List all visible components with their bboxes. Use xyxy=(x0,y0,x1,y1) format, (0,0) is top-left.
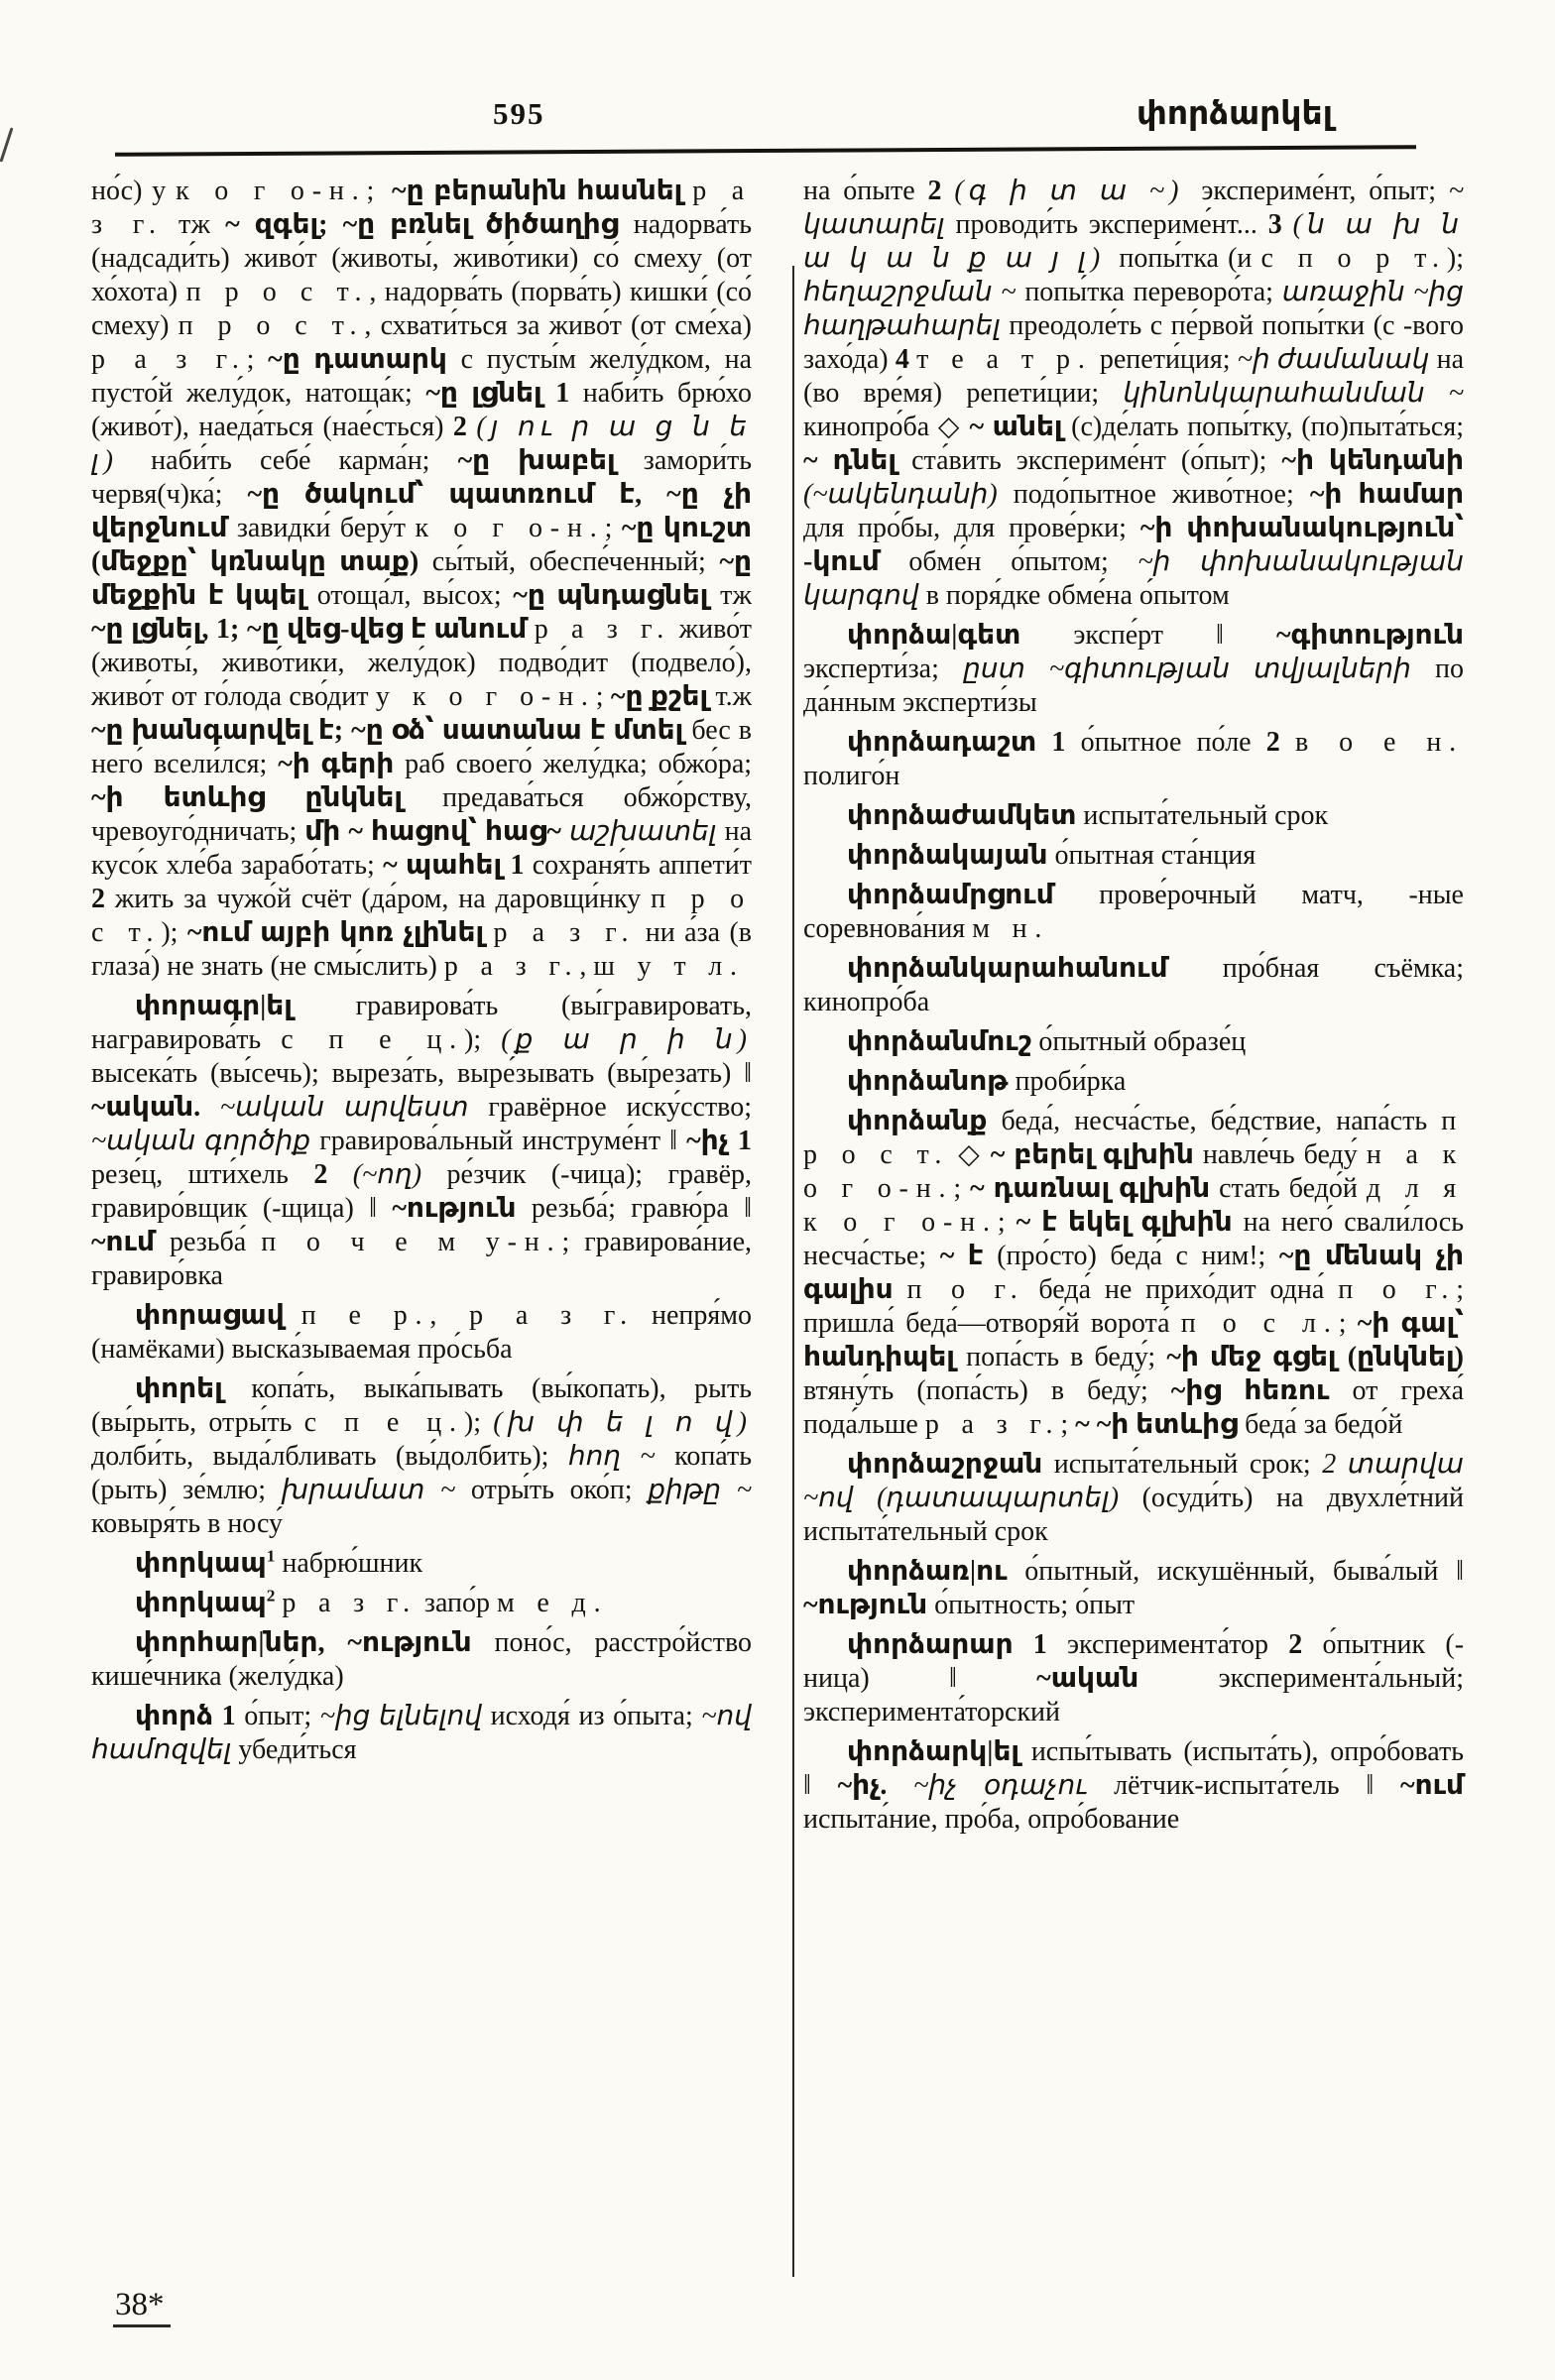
text-segment: п р о с т. xyxy=(178,310,365,341)
text-segment: հեղաշրջման ~ xyxy=(803,277,1025,307)
text-segment: с п о р т. xyxy=(1260,243,1447,274)
text-segment: (~ող) xyxy=(352,1159,447,1190)
text-segment: ~ը ծակում՝ պատռում է, ~ը չի վերջնում xyxy=(91,479,753,543)
text-segment: (գ ի տ ա ~) xyxy=(954,176,1202,206)
text-segment: ста́вить экспериме́нт (о́пыт); xyxy=(911,445,1282,476)
text-segment: ~ը լցնել 1 xyxy=(425,378,583,409)
text-segment: резьба́; гравю́ра ‖ xyxy=(531,1193,752,1224)
text-segment: ~ը խանգարվել է; ~ը օձ՝ սատանա է մտել xyxy=(91,715,692,746)
dictionary-entry xyxy=(803,726,1464,793)
text-segment: փորձակայան xyxy=(847,840,1055,871)
text-segment: но́с) у xyxy=(91,176,177,206)
text-segment: навле́чь беду́ xyxy=(1202,1139,1367,1170)
dictionary-entry xyxy=(91,1700,752,1767)
text-segment: испыта́тельный срок xyxy=(1083,800,1329,831)
text-segment: п р о с т. xyxy=(803,1106,1465,1170)
text-segment: ~ից հեռու xyxy=(1170,1375,1353,1406)
dictionary-entry xyxy=(803,1555,1464,1622)
text-segment: փորձանկարահանում xyxy=(847,953,1223,984)
text-segment: (про́сто) беда́ с ним!; xyxy=(997,1241,1279,1271)
text-segment: ; xyxy=(246,344,269,375)
text-segment: ковыря́ть в носу́ xyxy=(91,1508,284,1539)
text-segment: экспе́рт ‖ xyxy=(1073,620,1276,651)
text-segment: о́пытное по́ле xyxy=(1080,727,1266,758)
text-segment: ~ական գործիք xyxy=(91,1126,320,1156)
text-segment: ~իչ 1 xyxy=(686,1126,752,1156)
text-segment: փորկապ xyxy=(135,1548,267,1579)
text-segment: ; xyxy=(604,513,622,543)
text-segment: 1 xyxy=(266,1546,276,1566)
text-segment: на кусо́к хле́ба зарабо́тать; xyxy=(91,816,752,881)
dictionary-entry xyxy=(803,619,1464,720)
text-segment: (осуди́ть) на двухле́тний испыта́тельный срок xyxy=(803,1483,1464,1547)
text-segment: беда́ за бедо́й xyxy=(1245,1409,1403,1440)
text-segment: замори́ть червя(ч)ка́; xyxy=(91,445,752,510)
text-segment: փորձանոթ xyxy=(847,1066,1016,1097)
text-segment: отры́ть око́п; xyxy=(470,1475,649,1505)
dictionary-entry xyxy=(91,1372,752,1541)
text-segment: ; xyxy=(953,1173,971,1204)
text-segment: убеди́ться xyxy=(238,1734,357,1765)
text-segment: 2 xyxy=(1265,727,1296,758)
text-segment: высека́ть (вы́сечь); выреза́ть, выре́зывать (вы́резать) ‖ xyxy=(91,1058,752,1089)
text-segment: на него́ свали́лось несча́стье; xyxy=(803,1207,1465,1271)
text-segment: о́пытность; о́пыт xyxy=(934,1590,1136,1620)
text-segment: փորհար|ներ, ~ություն xyxy=(135,1627,495,1658)
text-segment: р а з г. xyxy=(91,344,247,375)
text-segment: предава́ться обжо́рству, чревоуго́дничать; xyxy=(91,782,752,847)
right-column xyxy=(803,175,1464,1843)
text-segment: резьба́ xyxy=(169,1227,262,1257)
dictionary-entry xyxy=(91,175,752,984)
text-segment: преодоле́ть с пе́рвой попы́тки (с -вого захо́да) xyxy=(803,310,1464,375)
text-segment: попы́тка (и xyxy=(1119,243,1261,274)
dictionary-entry xyxy=(803,1448,1464,1549)
text-segment: փորձանք xyxy=(847,1106,1002,1136)
text-segment: ; xyxy=(1060,1409,1076,1440)
text-segment: ~ը դատարկ xyxy=(268,344,461,375)
text-segment: 2 xyxy=(927,176,955,206)
text-segment: н а к о г о-н. xyxy=(803,1139,1465,1204)
text-segment: п о с л. xyxy=(1180,1308,1339,1339)
text-segment xyxy=(382,176,392,206)
text-segment: 2 xyxy=(1288,1629,1323,1660)
text-segment: 2 xyxy=(313,1159,353,1190)
text-segment: ~ում xyxy=(91,1227,170,1257)
running-head-word: փորձարկել xyxy=(1136,93,1333,132)
text-segment: (~ակենդանի) xyxy=(803,479,1014,510)
text-segment: проби́рка xyxy=(1015,1066,1127,1097)
text-segment: փորել xyxy=(135,1373,252,1404)
text-segment: о́пытный, искушённый, быва́лый ‖ xyxy=(1024,1556,1464,1587)
text-segment: с п е ц. xyxy=(281,1024,465,1055)
text-segment: экспериме́нт, о́пыт; xyxy=(1201,176,1449,206)
text-segment: ~ում այբի կոռ չլինել xyxy=(186,917,494,948)
text-segment: ~ը մենակ չի գալիս xyxy=(803,1241,1464,1305)
text-segment: ~ի մեջ գցել (ընկնել) xyxy=(1166,1342,1464,1372)
text-segment: ~ի գալ՝ հանդիպել xyxy=(803,1308,1465,1372)
dictionary-entry xyxy=(803,879,1464,946)
text-segment: по да́нным эксперти́зы xyxy=(803,654,1464,718)
text-segment: փորացավ xyxy=(135,1300,301,1331)
text-segment: попы́тка переворо́та; xyxy=(1024,277,1282,307)
text-segment: ~ի ժամանակ xyxy=(1237,344,1437,375)
text-segment: надорва́ть (надсади́ть) живо́т (животы́, живо́тики) со́ смеху (от хо́хота) xyxy=(91,209,752,307)
text-segment: живо́т (животы́, живо́тики, желу́док) подво́дит (подвело́), живо́т от го́лода сво́дит xyxy=(91,614,752,712)
dictionary-entry xyxy=(803,1105,1464,1442)
text-segment: 2 xyxy=(91,884,115,914)
text-segment: беда́ не прихо́дит одна́ xyxy=(1024,1274,1339,1305)
text-segment: ); xyxy=(463,1407,494,1438)
text-segment: гравирова́ть (вы́гравировать, награвирова́ть xyxy=(91,991,753,1055)
text-segment: о́пытник (-ница) ‖ xyxy=(803,1629,1465,1694)
text-segment: на о́пыте xyxy=(803,176,928,206)
text-segment: խրամատ ~ xyxy=(281,1475,471,1505)
text-segment: завидки́ беру́т xyxy=(236,513,416,543)
text-segment: ); xyxy=(161,917,187,948)
text-segment: ~ զգել; ~ը բռնել ծիծաղից xyxy=(225,209,634,240)
text-segment: п р о с т. xyxy=(91,884,753,948)
text-segment: ~ի փոխանակության կարգով xyxy=(803,546,1464,611)
text-segment: лётчик-испыта́тель ‖ xyxy=(1114,1770,1401,1801)
text-segment: ~ը քշել xyxy=(610,681,716,712)
text-segment: запо́р xyxy=(417,1588,498,1618)
text-segment: испы́тывать (испыта́ть), опро́бовать ‖ xyxy=(803,1736,1464,1801)
text-segment: жить за чужо́й счёт (да́ром, на даровщи́нку xyxy=(114,884,652,914)
text-segment: испыта́ние, про́ба, опро́бование xyxy=(803,1804,1180,1835)
dictionary-entry xyxy=(91,1626,752,1694)
text-segment: с п е ц. xyxy=(303,1407,464,1438)
text-segment: փորձադաշտ 1 xyxy=(847,727,1081,758)
dictionary-entry xyxy=(803,1735,1464,1837)
dictionary-entry xyxy=(803,1628,1464,1729)
text-segment: , xyxy=(579,951,594,982)
text-segment: полиго́н xyxy=(803,761,900,791)
text-segment: ; xyxy=(595,681,611,712)
dictionary-entry xyxy=(803,1065,1464,1099)
text-segment: ~իչ օդաչու xyxy=(913,1770,1115,1801)
text-segment: к о г о-н.; xyxy=(176,176,383,206)
text-segment: п о ч е м у-н. xyxy=(261,1227,562,1257)
text-segment: 3 xyxy=(1267,209,1293,240)
text-segment: о́пытная ста́нция xyxy=(1054,840,1256,871)
text-segment: п о г. xyxy=(906,1274,1025,1305)
dictionary-entry xyxy=(803,952,1464,1019)
text-segment: ~ը պնդացնել xyxy=(513,580,721,611)
text-segment: ~ի ետևից ընկնել xyxy=(91,782,443,813)
text-segment: փորձամրցում xyxy=(847,880,1100,910)
text-segment: на (во вре́мя) репети́ции; xyxy=(803,344,1465,409)
text-segment: т.ж xyxy=(715,681,753,712)
text-segment: ~ը լցնել, 1; ~ը վեց-վեց է անում xyxy=(91,614,535,645)
text-segment: ~ է xyxy=(939,1241,998,1271)
text-segment: о́пытный образе́ц xyxy=(1038,1026,1247,1057)
text-segment: փորձաշրջան xyxy=(847,1449,1054,1480)
text-segment: к о г о-н. xyxy=(415,513,605,543)
text-segment: стать бедо́й xyxy=(1219,1173,1367,1204)
dictionary-entry xyxy=(803,799,1464,833)
text-segment: ни а́за (в глаза́) не знать (не смы́слить) xyxy=(91,917,752,982)
text-segment: ); xyxy=(464,1024,502,1055)
text-segment: исходя́ из о́пыта; xyxy=(490,1701,702,1731)
text-segment: ~ պահել 1 xyxy=(383,850,533,881)
text-segment: кинопро́ба ◇ xyxy=(803,412,970,442)
text-segment: р а з г. xyxy=(443,951,580,982)
text-segment: փորձարկ|ել xyxy=(847,1736,1031,1767)
text-segment: м е д. xyxy=(497,1588,609,1618)
text-segment: д л я к о г о-н. xyxy=(803,1173,1464,1238)
text-segment: т е а т р. xyxy=(916,344,1093,375)
text-segment: испыта́тельный срок; xyxy=(1053,1449,1323,1480)
text-segment: 4 xyxy=(895,344,917,375)
text-segment: ~գիտություն xyxy=(1275,620,1464,651)
text-segment: втяну́ть (попа́сть) в беду́; xyxy=(803,1375,1171,1406)
text-block xyxy=(91,175,1464,1843)
text-segment: ~ով համոզվել xyxy=(91,1701,753,1765)
text-segment: ~ դառնալ գլխին xyxy=(970,1173,1220,1204)
text-segment: 2 տարվա ~ով (դատապարտել) xyxy=(803,1449,1464,1513)
text-segment: ~ դնել xyxy=(803,445,912,476)
text-segment: փորձ 1 xyxy=(135,1701,245,1731)
text-segment: эксперимента́льный; эксперимента́торский xyxy=(803,1663,1464,1727)
header-rule xyxy=(115,145,1416,157)
text-segment: с пусты́м желу́дком, на пусто́й желу́док, натоща́к; xyxy=(91,344,753,409)
text-segment: бес в него́ всели́лся; xyxy=(91,715,752,779)
text-segment: копа́ть (рыть) зе́млю; xyxy=(91,1441,753,1505)
text-segment: փորձանմուշ xyxy=(847,1026,1039,1057)
text-segment: тж xyxy=(163,209,226,240)
text-segment: гравёрное иску́сство; xyxy=(488,1092,752,1123)
dictionary-entry xyxy=(803,839,1464,873)
text-segment: հող ~ xyxy=(567,1441,675,1472)
text-segment: р а з г. xyxy=(534,614,672,645)
dictionary-entry xyxy=(803,175,1464,613)
text-segment: ~ը մեջքին է կպել xyxy=(91,546,752,611)
text-segment: ~ի փոխանակություն՝ -կում xyxy=(803,513,1465,577)
signature-mark: 38* xyxy=(113,2287,171,2327)
text-segment: ~ություն xyxy=(803,1590,935,1620)
text-segment: попа́сть в беду́; xyxy=(966,1342,1167,1372)
text-segment: копа́ть, выка́пывать (вы́копать), рыть (вы́рыть, отры́ть xyxy=(91,1373,752,1438)
text-segment: эксперти́за; xyxy=(803,654,964,684)
text-segment: наби́ть брю́хо (живо́т), наеда́ться (нае́сться) xyxy=(91,378,753,442)
text-segment: п е р., р а з г. xyxy=(300,1300,635,1331)
text-segment: 2 xyxy=(452,412,477,442)
text-segment: долби́ть, выда́лбливать (вы́долбить); xyxy=(91,1441,568,1472)
text-segment: эксперимента́тор xyxy=(1067,1629,1289,1660)
text-segment: ; гравирова́ние, гравиро́вка xyxy=(91,1227,752,1291)
text-segment: ◇ xyxy=(949,1139,991,1170)
dictionary-entry xyxy=(91,990,752,1293)
dictionary-entry xyxy=(91,1299,752,1367)
page-number: 595 xyxy=(493,96,545,131)
text-segment: փորձա|գետ xyxy=(847,620,1074,651)
text-segment: ~ում xyxy=(1400,1770,1464,1801)
text-segment: (յ ու ր ա ց ն ե լ) xyxy=(91,412,753,476)
text-segment: ~ը բերանին հասնել xyxy=(392,176,693,206)
text-segment: ); xyxy=(1446,243,1464,274)
text-segment: в поря́дке обме́на о́пытом xyxy=(925,580,1230,611)
text-segment: (ք ա ր ի ն) xyxy=(501,1024,753,1055)
text-segment: сы́тый, обеспе́ченный; xyxy=(431,546,720,577)
text-segment: репети́ция; xyxy=(1092,344,1238,375)
text-segment: ~ական. xyxy=(91,1092,220,1123)
text-segment: поно́с, расстро́йство кише́чника (желу́дка) xyxy=(91,1627,752,1692)
text-segment: от греха́ пода́льше xyxy=(803,1375,1464,1440)
text-segment: ~ անել xyxy=(969,412,1072,442)
text-segment: ; пришла́ беда́—отворя́й ворота́ xyxy=(803,1274,1465,1339)
text-segment: կինոնկարահանման ~ xyxy=(1123,378,1464,409)
text-segment: м н. xyxy=(972,913,1050,944)
text-segment: ~ի կենդանի xyxy=(1281,445,1464,476)
text-segment: փորձաժամկետ xyxy=(847,800,1084,831)
text-segment: набрю́шник xyxy=(275,1548,423,1579)
text-segment: ~ի համար xyxy=(1309,479,1464,510)
text-segment: աշխատել xyxy=(568,816,725,847)
text-segment: подо́пытное живо́тное; xyxy=(1013,479,1310,510)
text-segment: ~ է եկել գլխին xyxy=(1016,1207,1244,1238)
text-segment: беда́, несча́стье, бе́дствие, напа́сть xyxy=(1001,1106,1442,1136)
text-segment: р а з г. xyxy=(493,917,637,948)
text-segment: р а з г. xyxy=(91,176,752,240)
text-segment: փորձարար 1 xyxy=(847,1629,1068,1660)
text-segment: ; xyxy=(997,1207,1017,1238)
text-segment: ~ը խաբել xyxy=(457,445,644,476)
text-segment: (ն ա խ ն ա կ ա ն ք ա յ լ) xyxy=(803,209,1465,274)
dictionary-entry xyxy=(91,1547,752,1581)
text-segment: проводи́ть экспериме́нт... xyxy=(955,209,1268,240)
text-segment: наби́ть себе́ карма́н; xyxy=(151,445,458,476)
text-segment: (с)де́лать попы́тку, (по)пыта́ться; xyxy=(1071,412,1465,442)
text-segment: ~ություն xyxy=(392,1193,532,1224)
text-segment: առաջին ~ից հաղթահարել xyxy=(803,277,1464,341)
text-segment: п р о с т. xyxy=(185,277,370,307)
text-segment: քիթը ~ xyxy=(648,1475,752,1505)
text-segment: , схвати́ться за живо́т (от сме́ха) xyxy=(364,310,753,341)
text-segment: отоща́л, вы́сох; xyxy=(316,580,514,611)
text-segment: ~ի գերի xyxy=(278,749,406,779)
text-segment: у к о г о-н. xyxy=(375,681,596,712)
text-segment: ~ բերել գլխին xyxy=(990,1139,1203,1170)
scan-artifact xyxy=(0,127,13,162)
text-segment: փորձառ|ու xyxy=(847,1556,1025,1587)
text-segment: ~իչ. xyxy=(837,1770,914,1801)
text-segment: փորկապ xyxy=(135,1588,267,1618)
text-segment: о́пыт; xyxy=(244,1701,320,1731)
text-segment: ~ը կուշտ (մեջքը՝ կռնակը տաք) xyxy=(91,513,753,577)
dictionary-entry xyxy=(91,1587,752,1620)
text-segment: резе́ц, шти́хель xyxy=(91,1159,314,1190)
text-segment: непря́мо (намёками) выска́зываемая про́сьба xyxy=(91,1300,752,1365)
left-column xyxy=(91,175,752,1843)
text-segment: , надорва́ть (порва́ть) кишки́ (со́ смеху) xyxy=(91,277,752,341)
text-segment: в о е н. xyxy=(1295,727,1464,758)
text-segment: для про́бы, для прове́рки; xyxy=(803,513,1140,543)
text-segment: р а з г. xyxy=(924,1409,1061,1440)
text-segment: ~ ~ի ետևից xyxy=(1075,1409,1246,1440)
text-segment: ~ական xyxy=(1036,1663,1219,1694)
text-segment: ш у т л. xyxy=(593,951,745,982)
text-segment: ~ կատարել xyxy=(803,176,1465,240)
text-segment: փորագր|ել xyxy=(135,991,356,1021)
text-segment: прове́рочный матч, -ные соревнова́ния xyxy=(803,880,1464,944)
text-segment: сохраня́ть аппети́т xyxy=(532,850,752,881)
text-segment: (խ փ ե լ ո վ) xyxy=(493,1407,753,1438)
dictionary-entry xyxy=(803,1025,1464,1059)
text-segment: ; xyxy=(1338,1308,1358,1339)
text-segment: п о г. xyxy=(1338,1274,1457,1305)
text-segment: про́бная съёмка; кинопро́ба xyxy=(803,953,1464,1017)
text-segment: 2 xyxy=(266,1586,276,1606)
text-segment: ре́зчик (-чица); гравёр, гравиро́вщик (-щица) ‖ xyxy=(91,1159,753,1224)
text-segment: тж xyxy=(720,580,753,611)
text-segment: раб своего́ желу́дка; обжо́ра; xyxy=(405,749,753,779)
text-segment: մի ~ հացով՝ հաց~ xyxy=(304,816,569,847)
text-segment: р а з г. xyxy=(282,1588,418,1618)
text-segment: гравирова́льный инструме́нт ‖ xyxy=(319,1126,687,1156)
text-segment: ~ից ելնելով xyxy=(319,1701,491,1731)
text-segment: ~ական արվեստ xyxy=(219,1092,489,1123)
text-segment: обме́н о́пытом; xyxy=(908,546,1138,577)
text-segment: ըստ ~գիտության տվյալների xyxy=(963,654,1436,684)
